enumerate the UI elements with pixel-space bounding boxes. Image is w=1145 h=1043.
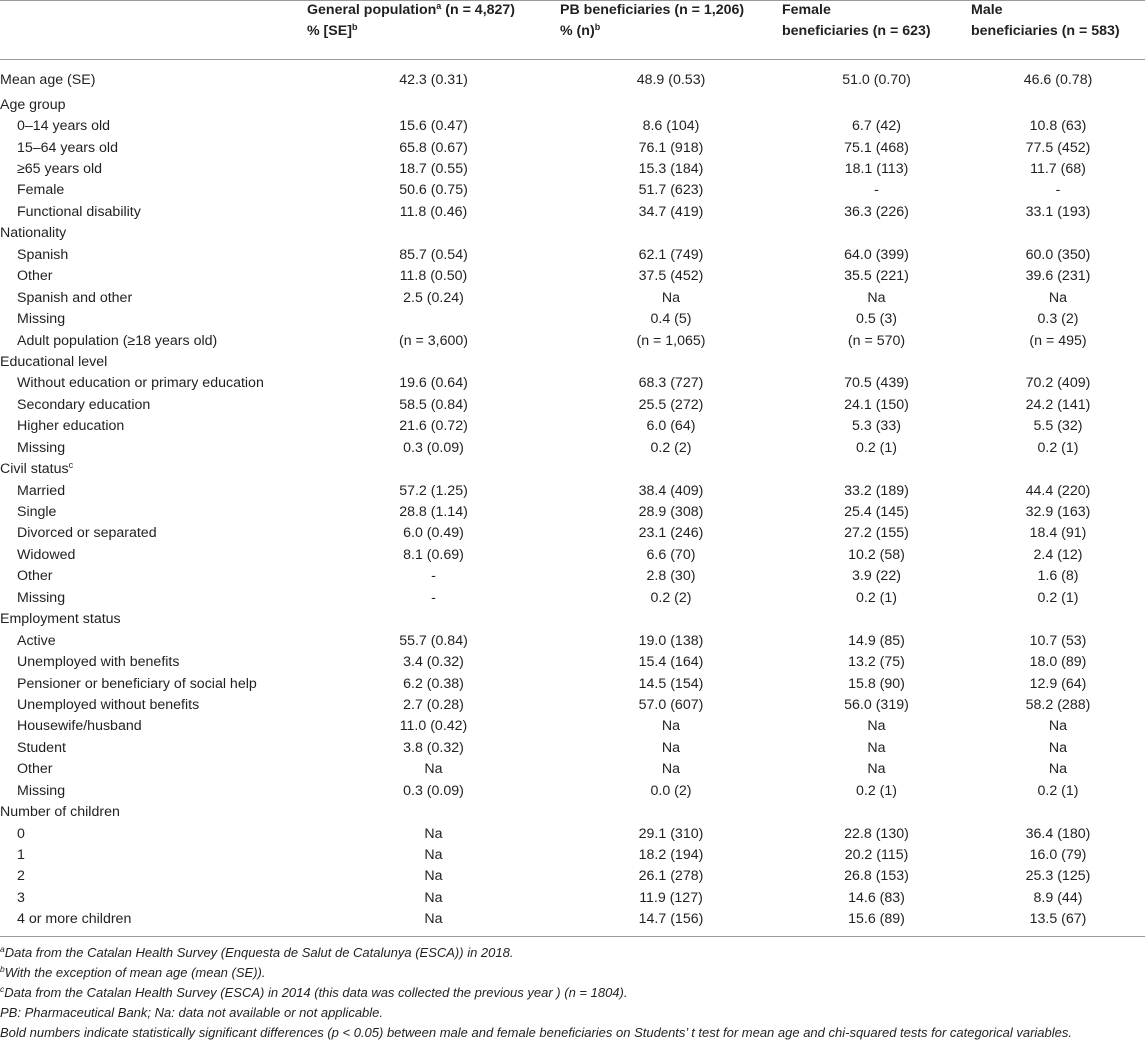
cell-value: Na	[1048, 718, 1068, 735]
table-row	[0, 223, 1145, 244]
cell-value: -	[1055, 182, 1061, 199]
table-row	[0, 759, 1145, 780]
cell-value: 0.2 (1)	[1037, 782, 1079, 799]
cell-value: 39.6 (231)	[1025, 268, 1091, 285]
cell-value: 62.1 (749)	[638, 246, 704, 263]
row-label: Widowed	[17, 546, 76, 563]
table-row	[0, 352, 1145, 373]
cell-value	[307, 95, 560, 116]
cell-value: 2.7 (0.28)	[403, 696, 464, 713]
cell-value: 3.9 (22)	[852, 568, 901, 585]
cell-value: 33.2 (189)	[844, 482, 909, 499]
cell-value	[782, 223, 971, 244]
table-row	[0, 309, 1145, 330]
cell-value: 51.7 (623)	[638, 182, 704, 199]
cell-value: 85.7 (0.54)	[399, 246, 468, 263]
cell-value: 15.6 (89)	[848, 911, 905, 928]
cell-value: 75.1 (468)	[844, 139, 909, 156]
table-row	[0, 609, 1145, 630]
table-row	[0, 438, 1145, 459]
cell-value: 14.6 (83)	[848, 889, 905, 906]
table-row	[0, 781, 1145, 802]
cell-value: 38.4 (409)	[638, 482, 704, 499]
table-row	[0, 459, 1145, 480]
cell-value: Na	[867, 289, 886, 306]
cell-value	[971, 802, 1145, 823]
row-label: Employment status	[0, 611, 121, 628]
cell-value: 20.2 (115)	[844, 847, 909, 864]
cell-value: 22.8 (130)	[844, 825, 909, 842]
row-label: Secondary education	[17, 396, 151, 413]
cell-value: 0.3 (0.09)	[403, 439, 464, 456]
table-row	[0, 823, 1145, 844]
cell-value: 3.4 (0.32)	[403, 654, 464, 671]
table-row	[0, 738, 1145, 759]
cell-value: 60.0 (350)	[1025, 246, 1091, 263]
cell-value: 19.0 (138)	[638, 632, 704, 649]
row-label: Single	[17, 504, 57, 521]
table-row	[0, 59, 1145, 95]
cell-value: Na	[661, 289, 681, 306]
cell-value: 57.0 (607)	[638, 696, 704, 713]
table-row	[0, 480, 1145, 501]
row-label: 0	[17, 825, 25, 842]
cell-value: (n = 495)	[1029, 332, 1087, 349]
cell-value	[971, 609, 1145, 630]
header-male-beneficiaries: Male beneficiaries (n = 583)	[971, 0, 1145, 59]
table-body	[0, 59, 1145, 931]
table-row	[0, 287, 1145, 308]
footnote: $^a$Data from the Catalan Health Survey (Enquesta de Salut de Catalunya (ESCA)) in 2018.	[0, 944, 514, 960]
cell-value	[307, 223, 560, 244]
table-row	[0, 652, 1145, 673]
row-label: Missing	[17, 589, 66, 606]
cell-value: Na	[867, 739, 886, 756]
cell-value: 6.6 (70)	[646, 546, 696, 563]
footnote: $^b$With the exception of mean age (mean (SE)).	[0, 964, 266, 980]
cell-value: 25.4 (145)	[844, 504, 909, 521]
table-row	[0, 395, 1145, 416]
table-row	[0, 545, 1145, 566]
row-label: Other	[17, 268, 53, 285]
footnote: Bold numbers indicate statistically significant differences (p < 0.05) between male and female beneficiaries on Students’ t test for mean age and chi-squared tests for categorical variables.	[0, 1025, 1072, 1040]
cell-value: 18.1 (113)	[844, 161, 909, 178]
table-row	[0, 159, 1145, 180]
cell-value	[782, 459, 971, 480]
row-label: 1	[17, 847, 25, 864]
cell-value: 5.5 (32)	[1033, 418, 1083, 435]
cell-value: 10.8 (63)	[1029, 118, 1087, 135]
table-row	[0, 202, 1145, 223]
cell-value: Na	[424, 847, 443, 864]
cell-value	[971, 352, 1145, 373]
cell-value: 0.2 (1)	[855, 439, 897, 456]
cell-value: Na	[424, 761, 443, 778]
row-label: 4 or more children	[17, 911, 132, 928]
footnote: $^c$Data from the Catalan Health Survey (ESCA) in 2014 (this data was collected the previous year ) (n = 1804).	[0, 984, 628, 1000]
cell-value: 18.0 (89)	[1029, 654, 1087, 671]
table-row	[0, 245, 1145, 266]
cell-value: 68.3 (727)	[638, 375, 704, 392]
cell-value: 23.1 (246)	[638, 525, 704, 542]
cell-value: 25.5 (272)	[638, 396, 704, 413]
table-row	[0, 330, 1145, 351]
table-row	[0, 266, 1145, 287]
cell-value: 26.8 (153)	[844, 868, 909, 885]
cell-value: Na	[1048, 289, 1068, 306]
cell-value	[971, 459, 1145, 480]
row-label: Mean age (SE)	[0, 72, 96, 88]
cell-value: -	[431, 589, 436, 606]
cell-value	[307, 609, 560, 630]
row-label: Adult population (≥18 years old)	[17, 332, 218, 349]
cell-value: 18.4 (91)	[1029, 525, 1087, 542]
table-row	[0, 630, 1145, 651]
row-label: Spanish and other	[17, 289, 133, 306]
cell-value: 15.3 (184)	[638, 161, 704, 178]
cell-value: 56.0 (319)	[844, 696, 909, 713]
table-row	[0, 95, 1145, 116]
row-label: 3	[17, 889, 25, 906]
cell-value: 8.9 (44)	[1033, 889, 1083, 906]
row-label: Educational level	[0, 353, 108, 370]
row-label: 0–14 years old	[17, 118, 111, 135]
cell-value: 10.7 (53)	[1029, 632, 1087, 649]
cell-value	[560, 459, 782, 480]
cell-value: Na	[1048, 761, 1068, 778]
cell-value: 15.4 (164)	[638, 654, 704, 671]
cell-value: Na	[1048, 739, 1068, 756]
table-row	[0, 695, 1145, 716]
cell-value	[560, 352, 782, 373]
cell-value: 70.5 (439)	[844, 375, 909, 392]
row-label: Student	[17, 739, 66, 756]
cell-value: 0.5 (3)	[855, 311, 897, 328]
cell-value: 6.0 (64)	[646, 418, 696, 435]
cell-value: 15.8 (90)	[848, 675, 905, 692]
cell-value: 5.3 (33)	[852, 418, 901, 435]
table-row	[0, 373, 1145, 394]
row-label: Higher education	[17, 418, 125, 435]
cell-value: 58.5 (0.84)	[399, 396, 468, 413]
table-row	[0, 888, 1145, 909]
cell-value: 0.4 (5)	[650, 311, 692, 328]
cell-value: 26.1 (278)	[638, 868, 704, 885]
cell-value: 44.4 (220)	[1025, 482, 1091, 499]
table-row	[0, 416, 1145, 437]
cell-value: 14.5 (154)	[638, 675, 704, 692]
cell-value: 11.7 (68)	[1030, 161, 1086, 178]
cell-value	[307, 352, 560, 373]
row-label: Unemployed with benefits	[17, 654, 180, 671]
cell-value: Na	[424, 889, 443, 906]
cell-value: 24.1 (150)	[844, 396, 909, 413]
row-label: Divorced or separated	[17, 525, 157, 542]
cell-value: 19.6 (0.64)	[399, 375, 468, 392]
table-row	[0, 866, 1145, 887]
cell-value: 11.8 (0.50)	[399, 268, 468, 285]
row-label: Missing	[17, 311, 66, 328]
cell-value: 3.8 (0.32)	[403, 739, 464, 756]
cell-value: 0.2 (2)	[650, 439, 692, 456]
cell-value	[782, 352, 971, 373]
cell-value	[971, 95, 1145, 116]
cell-value: 76.1 (918)	[638, 139, 704, 156]
row-label: Married	[17, 482, 66, 499]
cell-value: 50.6 (0.75)	[399, 182, 468, 199]
cell-value	[307, 802, 560, 823]
table-row	[0, 180, 1145, 201]
cell-value: -	[874, 182, 879, 199]
cell-value: 13.5 (67)	[1029, 911, 1087, 928]
cell-value	[782, 802, 971, 823]
row-label: Pensioner or beneficiary of social help	[17, 675, 257, 692]
cell-value: 77.5 (452)	[1025, 139, 1091, 156]
cell-value: 36.4 (180)	[1025, 825, 1091, 842]
cell-value: 12.9 (64)	[1029, 675, 1087, 692]
cell-value	[307, 459, 560, 480]
table-row	[0, 673, 1145, 694]
cell-value: 18.2 (194)	[638, 847, 704, 864]
cell-value: 35.5 (221)	[844, 268, 909, 285]
cell-value: 0.2 (1)	[1037, 439, 1079, 456]
row-label: Unemployed without benefits	[17, 696, 200, 713]
table-row	[0, 845, 1145, 866]
cell-value: 0.3 (2)	[1037, 311, 1079, 328]
cell-value: 57.2 (1.25)	[399, 482, 468, 499]
cell-value: 2.8 (30)	[646, 568, 696, 585]
table-row	[0, 716, 1145, 737]
cell-value: Na	[424, 911, 443, 928]
header-female-beneficiaries: Female beneficiaries (n = 623)	[782, 0, 971, 59]
cell-value: (n = 1,065)	[636, 332, 706, 349]
row-label: Spanish	[17, 246, 69, 263]
cell-value: 0.2 (2)	[650, 589, 692, 606]
row-label: Age group	[0, 96, 66, 113]
cell-value: Na	[867, 761, 886, 778]
cell-value: 0.3 (0.09)	[403, 782, 464, 799]
row-label: Housewife/husband	[17, 718, 142, 735]
cell-value: 13.2 (75)	[848, 654, 905, 671]
cell-value: Na	[424, 868, 443, 885]
cell-value: 55.7 (0.84)	[399, 632, 468, 649]
cell-value: 27.2 (155)	[844, 525, 909, 542]
cell-value	[971, 223, 1145, 244]
cell-value: 33.1 (193)	[1025, 203, 1091, 220]
bottom-rule	[0, 936, 1145, 937]
cell-value	[560, 95, 782, 116]
header-row	[0, 0, 1145, 59]
row-label: Nationality	[0, 225, 67, 242]
cell-value	[560, 223, 782, 244]
cell-value: 28.9 (308)	[638, 504, 704, 521]
row-label: Missing	[17, 439, 66, 456]
cell-value: Na	[661, 718, 681, 735]
cell-value: 64.0 (399)	[844, 246, 909, 263]
row-label: Without education or primary education	[17, 375, 264, 392]
row-label: 15–64 years old	[17, 139, 118, 156]
cell-value: 46.6 (0.78)	[1023, 72, 1093, 88]
cell-value: 29.1 (310)	[638, 825, 704, 842]
cell-value	[307, 309, 560, 330]
table-row	[0, 802, 1145, 823]
cell-value: 0.2 (1)	[855, 589, 897, 606]
cell-value: (n = 570)	[847, 332, 906, 349]
cell-value: 32.9 (163)	[1025, 504, 1091, 521]
cell-value: 2.4 (12)	[1033, 546, 1083, 563]
row-label: Missing	[17, 782, 66, 799]
row-label: ≥65 years old	[17, 161, 103, 178]
cell-value: 6.7 (42)	[852, 118, 901, 135]
footnote: PB: Pharmaceutical Bank; Na: data not available or not applicable.	[0, 1005, 384, 1020]
row-label: Female	[17, 182, 65, 199]
cell-value: 11.8 (0.46)	[399, 203, 468, 220]
table-row	[0, 588, 1145, 609]
cell-value: 8.1 (0.69)	[403, 546, 464, 563]
cell-value: 0.0 (2)	[650, 782, 692, 799]
cell-value: 11.9 (127)	[639, 889, 703, 906]
table-row	[0, 523, 1145, 544]
row-label: Active	[17, 632, 56, 649]
cell-value: 24.2 (141)	[1025, 396, 1091, 413]
table-row	[0, 502, 1145, 523]
cell-value: 11.0 (0.42)	[399, 718, 468, 735]
row-label: Other	[17, 568, 53, 585]
cell-value: 42.3 (0.31)	[399, 72, 468, 88]
header-pb-beneficiaries: PB beneficiaries (n = 1,206) % $(n)^b$	[560, 0, 782, 59]
table-row	[0, 116, 1145, 137]
cell-value: 28.8 (1.14)	[399, 504, 468, 521]
cell-value: 51.0 (0.70)	[842, 72, 911, 88]
cell-value: 0.2 (1)	[1037, 589, 1079, 606]
cell-value: 18.7 (0.55)	[399, 161, 468, 178]
cell-value: 16.0 (79)	[1029, 847, 1087, 864]
row-label: 2	[17, 868, 25, 885]
cell-value: 65.8 (0.67)	[399, 139, 468, 156]
cell-value: 14.9 (85)	[848, 632, 905, 649]
table-footnotes	[0, 943, 1145, 1043]
row-label: Functional disability	[17, 203, 141, 220]
cell-value	[782, 609, 971, 630]
cell-value: 0.2 (1)	[855, 782, 897, 799]
cell-value: 2.5 (0.24)	[403, 289, 464, 306]
cell-value: 25.3 (125)	[1025, 868, 1091, 885]
row-label: Number of children	[0, 804, 120, 821]
row-label: Other	[17, 761, 53, 778]
cell-value: Na	[424, 825, 443, 842]
table-row	[0, 566, 1145, 587]
cell-value: Na	[867, 718, 886, 735]
cell-value: Na	[661, 761, 681, 778]
cell-value: 36.3 (226)	[844, 203, 909, 220]
table-row	[0, 137, 1145, 158]
header-label-col	[0, 0, 307, 59]
cell-value: 34.7 (419)	[638, 203, 704, 220]
cell-value: 8.6 (104)	[642, 118, 700, 135]
cell-value: 58.2 (288)	[1025, 696, 1091, 713]
cell-value: 1.6 (8)	[1037, 568, 1079, 585]
cell-value: (n = 3,600)	[398, 332, 468, 349]
cell-value: -	[431, 568, 436, 585]
cell-value: 6.0 (0.49)	[403, 525, 464, 542]
cell-value: 10.2 (58)	[848, 546, 905, 563]
cell-value: 48.9 (0.53)	[636, 72, 706, 88]
cell-value: 70.2 (409)	[1025, 375, 1091, 392]
header-general-population: General population$^a$ (n = 4,827) % [SE]$^b$	[307, 0, 560, 59]
table-row	[0, 909, 1145, 930]
cell-value: 37.5 (452)	[638, 268, 704, 285]
cell-value: 15.6 (0.47)	[399, 118, 468, 135]
cell-value: Na	[661, 739, 681, 756]
cell-value: 14.7 (156)	[638, 911, 704, 928]
cell-value: 6.2 (0.38)	[403, 675, 464, 692]
row-label: Civil status$^c$	[0, 460, 74, 478]
cell-value	[560, 609, 782, 630]
cell-value	[560, 802, 782, 823]
cell-value: 21.6 (0.72)	[399, 418, 468, 435]
cell-value	[782, 95, 971, 116]
